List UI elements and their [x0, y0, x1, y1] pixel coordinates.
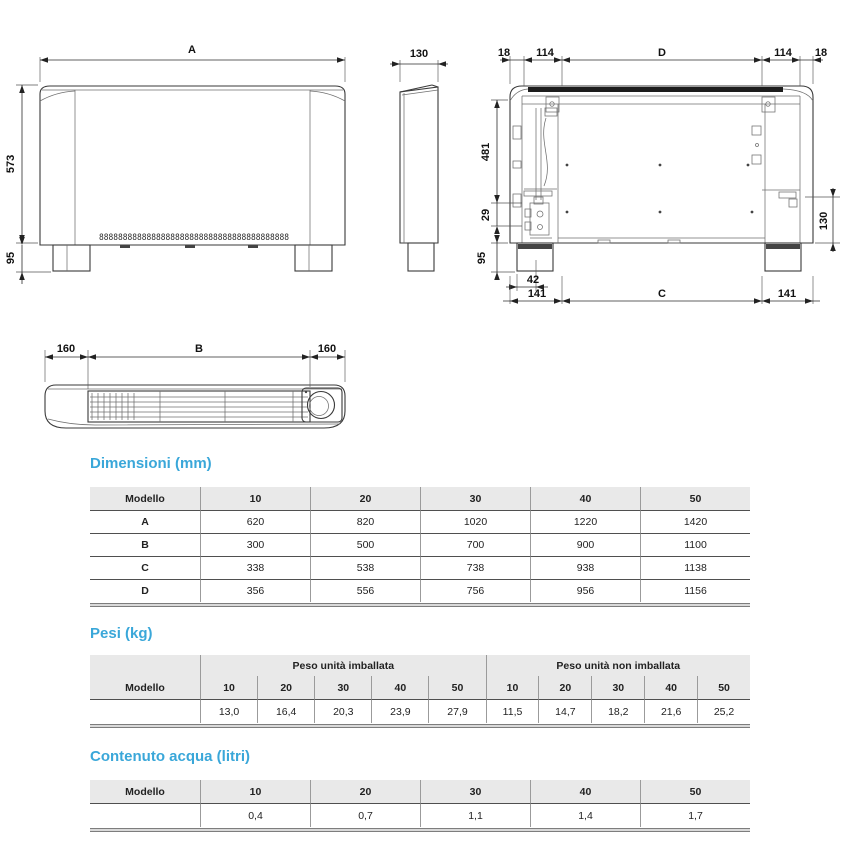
rear-dim-29: 29: [480, 208, 492, 222]
value-cell: 700: [420, 533, 530, 556]
col-header: 40: [530, 487, 640, 510]
front-dim-foot-label: 95: [5, 251, 17, 265]
col-header: 40: [371, 676, 428, 699]
front-view-drawing: [5, 44, 345, 284]
rear-dim-481: 481: [480, 142, 492, 162]
value-cell: 900: [530, 533, 640, 556]
col-header: 10: [200, 487, 310, 510]
rear-right-bracket: [752, 126, 800, 207]
col-header: Modello: [90, 780, 200, 803]
value-cell: 18,2: [591, 699, 644, 723]
value-cell: 620: [200, 510, 310, 533]
col-header: 30: [420, 487, 530, 510]
rear-dim-130: 130: [818, 211, 830, 231]
value-cell: 0,4: [200, 803, 310, 827]
value-cell: 338: [200, 556, 310, 579]
value-cell: 756: [420, 579, 530, 602]
weights-table: [90, 655, 750, 728]
rear-dim-18r: 18: [814, 47, 828, 59]
value-cell: 538: [310, 556, 420, 579]
value-cell: 500: [310, 533, 420, 556]
col-header: 10: [200, 676, 257, 699]
water-table-title: Contenuto acqua (litri): [90, 748, 250, 765]
rear-view-drawing: [476, 47, 840, 304]
spacer-cell: [90, 655, 200, 676]
value-cell: 1,7: [640, 803, 750, 827]
value-cell: 21,6: [644, 699, 697, 723]
front-dim-a-label: A: [188, 44, 196, 56]
side-view-drawing: [390, 48, 448, 271]
value-cell: 16,4: [257, 699, 314, 723]
value-cell: 13,0: [200, 699, 257, 723]
group-header: Peso unità imballata: [200, 655, 486, 676]
value-cell: 356: [200, 579, 310, 602]
value-cell: 1100: [640, 533, 750, 556]
value-cell: 27,9: [428, 699, 485, 723]
dimensions-table: [90, 487, 750, 607]
rear-dim-95: 95: [476, 251, 488, 265]
col-header: 10: [486, 676, 539, 699]
value-cell: 14,7: [538, 699, 591, 723]
front-grille: 8888888888888888888888888888888888888888: [99, 233, 289, 243]
value-cell: 1220: [530, 510, 640, 533]
side-foot: [408, 243, 434, 271]
rear-dim-141r: 141: [777, 288, 797, 300]
front-feet: [53, 245, 332, 271]
rear-dim-42: 42: [526, 274, 540, 286]
value-cell: 1420: [640, 510, 750, 533]
rear-dim-18l: 18: [497, 47, 511, 59]
row-label: B: [90, 533, 200, 556]
top-dim-b: B: [195, 343, 203, 355]
value-cell: 1156: [640, 579, 750, 602]
rear-top-rail: [528, 87, 783, 92]
top-louver-grille: [88, 391, 310, 422]
rear-panel-dots: [566, 164, 754, 214]
row-label: A: [90, 510, 200, 533]
col-header: 50: [697, 676, 750, 699]
dimensions-table-title: Dimensioni (mm): [90, 455, 212, 472]
col-header: Modello: [90, 487, 200, 510]
top-view-drawing: [45, 343, 345, 428]
col-header: 40: [530, 780, 640, 803]
value-cell: 1,1: [420, 803, 530, 827]
col-header: 20: [257, 676, 314, 699]
value-cell: 956: [530, 579, 640, 602]
col-header: 30: [314, 676, 371, 699]
rear-dim-114r: 114: [774, 47, 792, 59]
value-cell: 1,4: [530, 803, 640, 827]
col-header: 20: [310, 780, 420, 803]
group-header: Peso unità non imballata: [486, 655, 750, 676]
row-label: D: [90, 579, 200, 602]
value-cell: 738: [420, 556, 530, 579]
weights-table-title: Pesi (kg): [90, 625, 153, 642]
front-dim-height-label: 573: [5, 154, 17, 174]
spacer-cell: [90, 803, 200, 827]
value-cell: 20,3: [314, 699, 371, 723]
table-end-rule: [90, 603, 750, 607]
rear-hydraulic-details: [513, 108, 557, 238]
col-header: 50: [428, 676, 485, 699]
rear-dim-141l: 141: [527, 288, 547, 300]
col-header: 10: [200, 780, 310, 803]
water-table: [90, 780, 750, 832]
side-dim-depth-label: 130: [409, 48, 429, 60]
col-header: 30: [420, 780, 530, 803]
col-header: 50: [640, 487, 750, 510]
rear-dim-c: C: [658, 288, 666, 300]
value-cell: 1020: [420, 510, 530, 533]
value-cell: 25,2: [697, 699, 750, 723]
spacer-cell: [90, 699, 200, 723]
col-header: 50: [640, 780, 750, 803]
top-dim-160l: 160: [56, 343, 76, 355]
value-cell: 300: [200, 533, 310, 556]
rear-dim-114l: 114: [536, 47, 554, 59]
value-cell: 0,7: [310, 803, 420, 827]
top-dim-160r: 160: [317, 343, 337, 355]
col-header: 30: [591, 676, 644, 699]
rear-dim-d: D: [658, 47, 666, 59]
table-end-rule: [90, 724, 750, 728]
rear-feet: [517, 243, 801, 271]
row-label: C: [90, 556, 200, 579]
value-cell: 1138: [640, 556, 750, 579]
col-header: 20: [538, 676, 591, 699]
col-header: 40: [644, 676, 697, 699]
value-cell: 938: [530, 556, 640, 579]
value-cell: 820: [310, 510, 420, 533]
value-cell: 11,5: [486, 699, 539, 723]
value-cell: 23,9: [371, 699, 428, 723]
value-cell: 556: [310, 579, 420, 602]
table-end-rule: [90, 828, 750, 832]
row-label: Modello: [90, 676, 200, 699]
col-header: 20: [310, 487, 420, 510]
